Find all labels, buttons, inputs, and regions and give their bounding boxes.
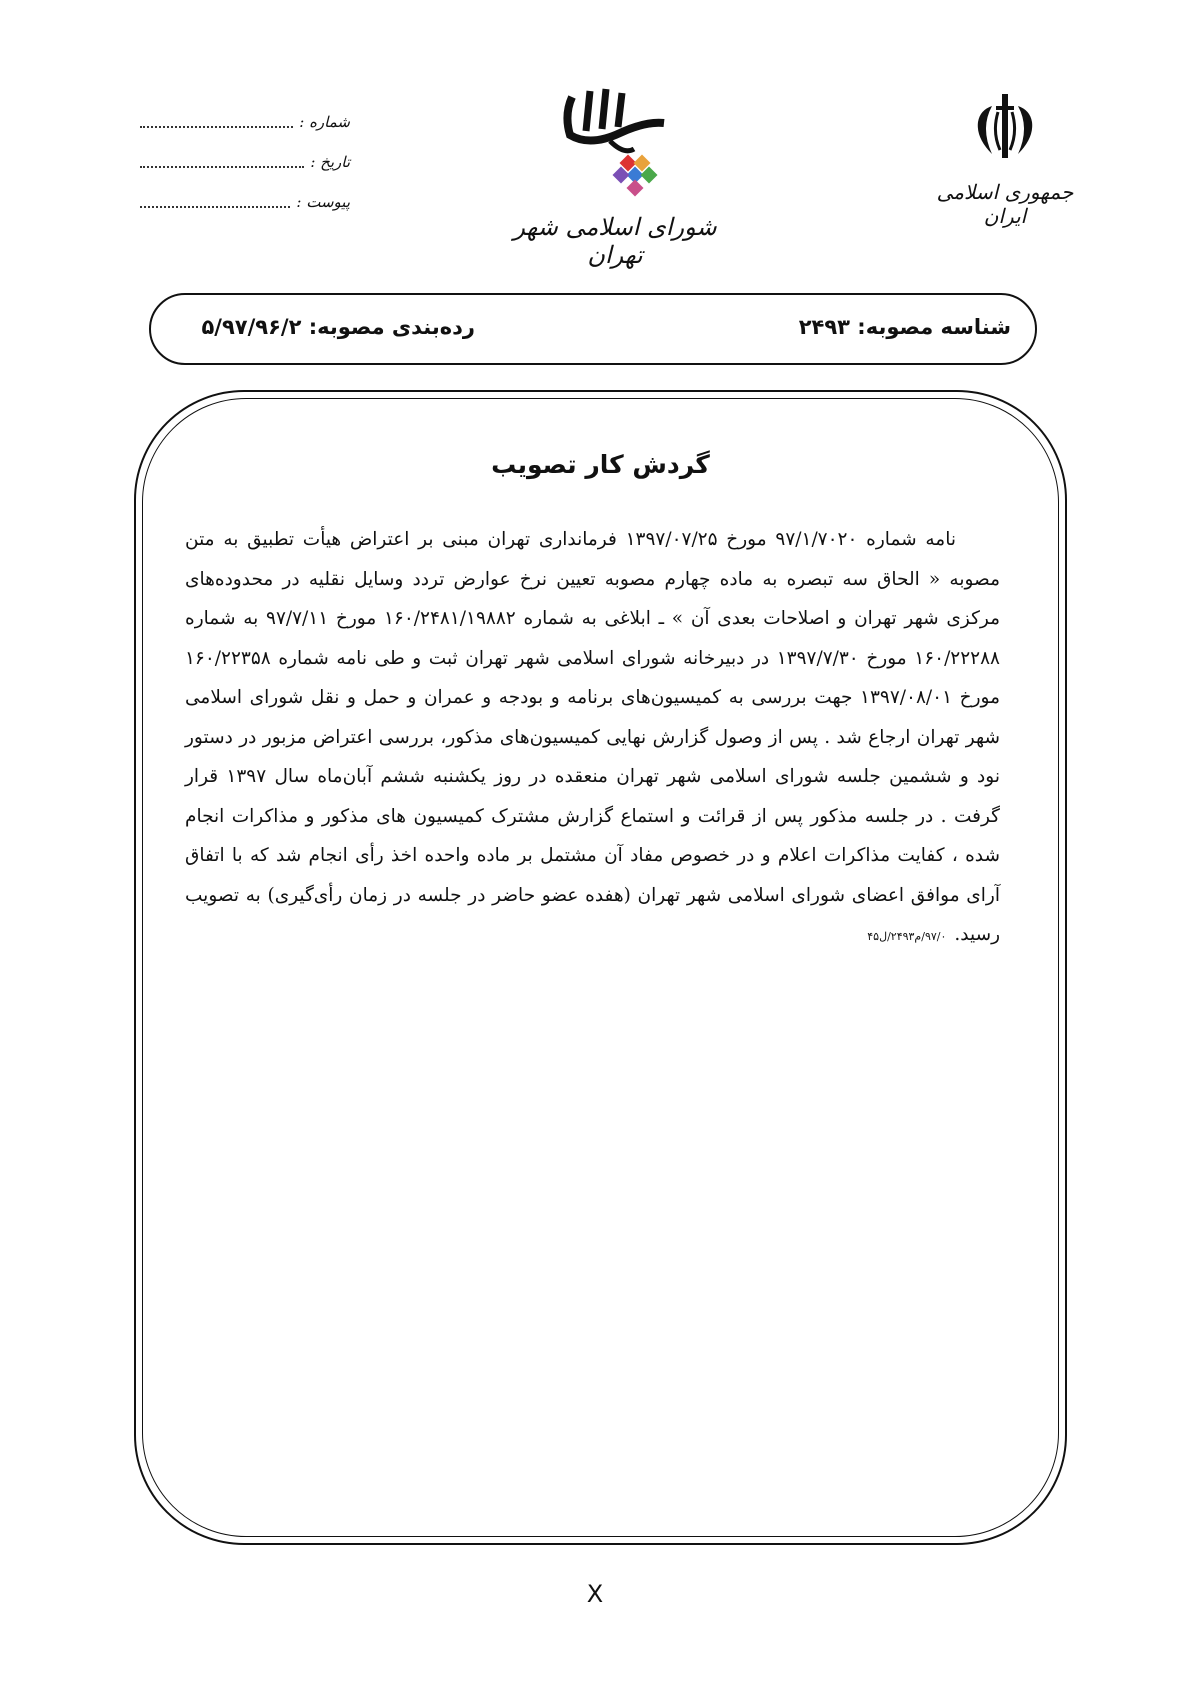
emblem-caption: جمهوری اسلامی ایران xyxy=(936,180,1074,228)
resolution-id: شناسه مصوبه: ۲۴۹۳ xyxy=(798,315,1011,339)
resolution-id-bar xyxy=(149,293,1037,365)
attachment-label: پیوست : xyxy=(296,193,350,211)
council-caption: شورای اسلامی شهر تهران xyxy=(513,213,717,269)
document-title: گردش کار تصویب xyxy=(491,450,710,479)
attachment-dots xyxy=(140,196,290,208)
number-dots xyxy=(140,116,293,128)
resolution-category: رده‌بندی مصوبه: ۵/۹۷/۹۶/۲ xyxy=(201,315,475,339)
body-paragraph: نامه شماره ۹۷/۱/۷۰۲۰ مورخ ۱۳۹۷/۰۷/۲۵ فرمانداری تهران مبنی بر اعتراض هیأت تطبیق به متن مصوبه « الحاق سه تبصره به ماده چهارم مصوبه تعیین نرخ عوارض تردد وسایل نقلیه در محدوده‌های مرکزی شهر تهران و اصلاحات بعدی آن » ـ ابلاغی به شماره ۱۶۰/۲۴۸۱/۱۹۸۸۲ مورخ ۹۷/۷/۱۱ به شماره ۱۶۰/۲۲۲۸۸ مورخ ۱۳۹۷/۷/۳۰ در دبیرخانه شورای اسلامی شهر تهران ثبت و طی نامه شماره ۱۶۰/۲۲۳۵۸ مورخ ۱۳۹۷/۰۸/۰۱ جهت بررسی به کمیسیون‌های برنامه و بودجه و عمران و حمل و نقل شورای اسلامی شهر تهران ارجاع شد . پس از وصول گزارش نهایی کمیسیون‌های مذکور، بررسی اعتراض مزبور در دستور نود و ششمین جلسه شورای اسلامی شهر تهران منعقده در روز یکشنبه ششم آبان‌ماه سال ۱۳۹۷ قرار گرفت . در جلسه مذکور پس از قرائت و استماع گزارش مشترک کمیسیون های مذکور و مذاکرات انجام شده ، کفایت مذاکرات اعلام و در خصوص مفاد آن مشتمل بر ماده واحده اخذ رأی انجام شد که با اتفاق آرای موافق اعضای شورای اسلامی شهر تهران (هفده عضو حاضر در جلسه در زمان رأی‌گیری) به تصویب رسید. xyxy=(185,529,1001,945)
document-body xyxy=(185,520,1000,957)
iran-emblem xyxy=(935,88,1075,228)
reference-code: ۹۷/۰/م۲۴۹۳/ل۴۵ xyxy=(867,930,947,943)
iran-emblem-icon xyxy=(970,88,1040,168)
attachment-field xyxy=(140,182,350,222)
date-dots xyxy=(140,156,304,168)
number-field xyxy=(140,102,350,142)
letter-fields xyxy=(140,102,350,222)
page-mark: X xyxy=(586,1580,604,1608)
council-logo xyxy=(500,85,730,269)
date-field xyxy=(140,142,350,182)
date-label: تاریخ : xyxy=(310,153,350,171)
council-logo-icon xyxy=(550,85,680,205)
number-label: شماره : xyxy=(299,113,350,131)
